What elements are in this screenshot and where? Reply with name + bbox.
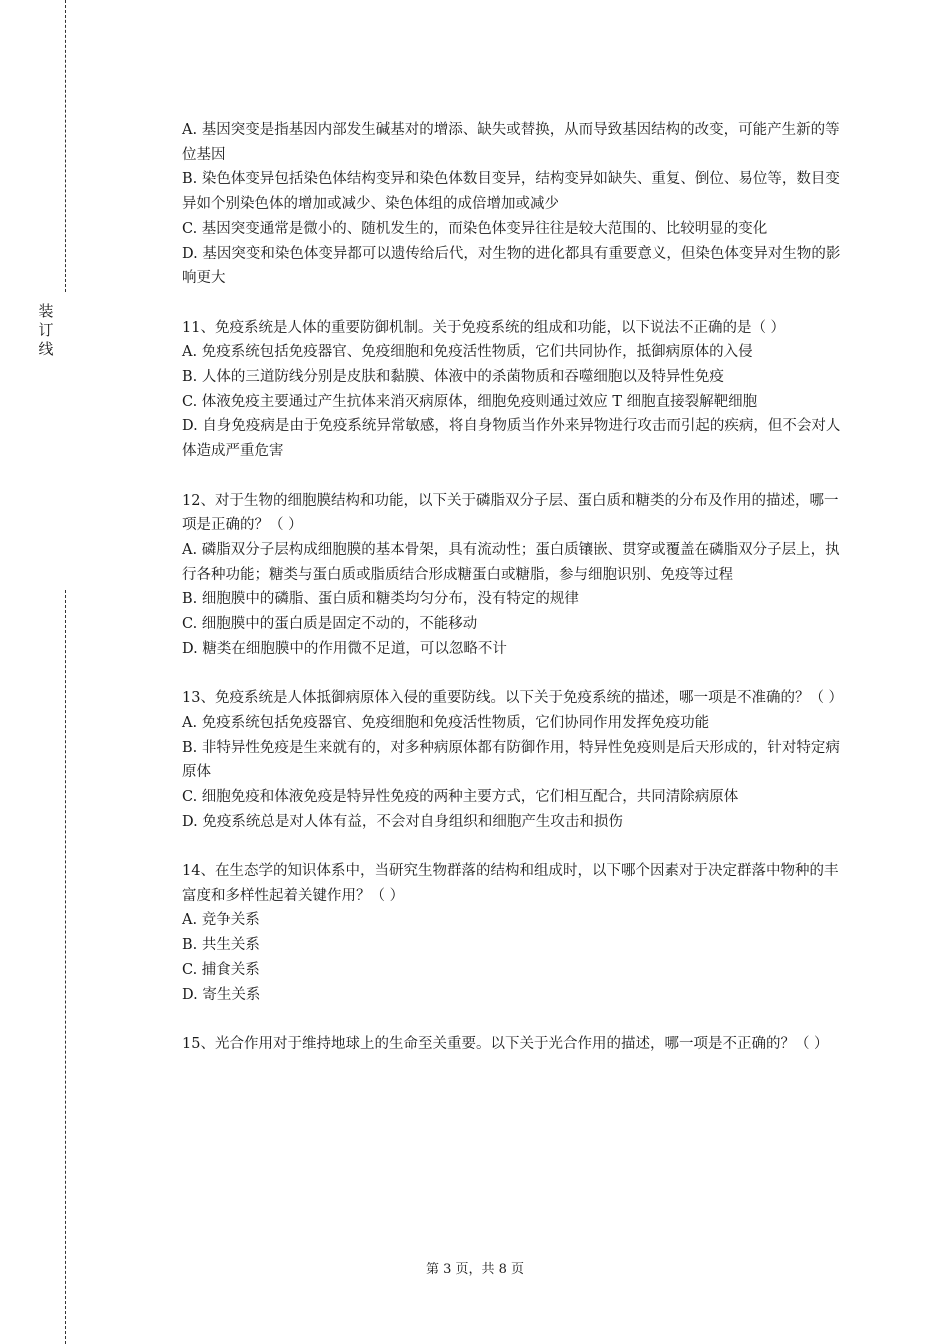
option-b: B. 共生关系 bbox=[182, 937, 260, 954]
option-b: B. 染色体变异包括染色体结构变异和染色体数目变异，结构变异如缺失、重复、倒位、易位等，数目变异如个别染色体的增加或减少、染色体组的成倍增加或减少 bbox=[182, 171, 840, 213]
option-c: C. 体液免疫主要通过产生抗体来消灭病原体，细胞免疫则通过效应 T 细胞直接裂解靶细胞 bbox=[182, 393, 758, 410]
question-12 bbox=[182, 489, 842, 662]
question-stem: 14、在生态学的知识体系中，当研究生物群落的结构和组成时，以下哪个因素对于决定群落中物种的丰富度和多样性起着关键作用？（ ） bbox=[182, 863, 839, 904]
question-11 bbox=[182, 316, 842, 464]
option-d: D. 寄生关系 bbox=[182, 986, 261, 1003]
option-a: A. 竞争关系 bbox=[182, 912, 260, 929]
question-stem: 12、对于生物的细胞膜结构和功能，以下关于磷脂双分子层、蛋白质和糖类的分布及作用的描述，哪一项是正确的？（ ） bbox=[182, 492, 839, 534]
binding-label-char: 线 bbox=[38, 340, 54, 358]
option-b: B. 人体的三道防线分别是皮肤和黏膜、体液中的杀菌物质和吞噬细胞以及特异性免疫 bbox=[182, 369, 724, 386]
option-a: A. 磷脂双分子层构成细胞膜的基本骨架，具有流动性；蛋白质镶嵌、贯穿或覆盖在磷脂双分子层上，执行各种功能；糖类与蛋白质或脂质结合形成糖蛋白或糖脂，参与细胞识别、免疫等过程 bbox=[182, 541, 840, 583]
option-d: D. 基因突变和染色体变异都可以遗传给后代，对生物的进化都具有重要意义，但染色体变异对生物的影响更大 bbox=[182, 245, 841, 287]
question-stem: 13、免疫系统是人体抵御病原体入侵的重要防线。以下关于免疫系统的描述，哪一项是不准确的？（ ） bbox=[182, 690, 844, 707]
question-14 bbox=[182, 859, 842, 1007]
option-a: A. 免疫系统包括免疫器官、免疫细胞和免疫活性物质，它们共同协作，抵御病原体的入侵 bbox=[182, 344, 753, 361]
option-d: D. 自身免疫病是由于免疫系统异常敏感，将自身物质当作外来异物进行攻击而引起的疾病，但不会对人体造成严重危害 bbox=[182, 418, 841, 460]
question-stem: 15、光合作用对于维持地球上的生命至关重要。以下关于光合作用的描述，哪一项是不正确的？（ ） bbox=[182, 1035, 829, 1052]
option-c: C. 细胞膜中的蛋白质是固定不动的，不能移动 bbox=[182, 616, 478, 633]
binding-label-char: 订 bbox=[38, 321, 54, 339]
binding-line-upper bbox=[65, 0, 66, 292]
question-stem: 11、免疫系统是人体的重要防御机制。关于免疫系统的组成和功能，以下说法不正确的是（ ） bbox=[182, 319, 786, 336]
option-a: A. 免疫系统包括免疫器官、免疫细胞和免疫活性物质，它们协同作用发挥免疫功能 bbox=[182, 714, 710, 731]
page-content bbox=[182, 118, 842, 1081]
option-d: D. 糖类在细胞膜中的作用微不足道，可以忽略不计 bbox=[182, 640, 507, 657]
question-15 bbox=[182, 1032, 842, 1057]
option-c: C. 细胞免疫和体液免疫是特异性免疫的两种主要方式，它们相互配合，共同清除病原体 bbox=[182, 788, 739, 805]
binding-line-lower bbox=[65, 590, 66, 1344]
binding-label bbox=[36, 302, 56, 359]
option-d: D. 免疫系统总是对人体有益，不会对自身组织和细胞产生攻击和损伤 bbox=[182, 813, 623, 830]
option-c: C. 基因突变通常是微小的、随机发生的，而染色体变异往往是较大范围的、比较明显的变化 bbox=[182, 220, 768, 237]
option-b: B. 非特异性免疫是生来就有的，对多种病原体都有防御作用，特异性免疫则是后天形成的，针对特定病原体 bbox=[182, 739, 840, 781]
option-b: B. 细胞膜中的磷脂、蛋白质和糖类均匀分布，没有特定的规律 bbox=[182, 591, 579, 608]
question-13 bbox=[182, 686, 842, 834]
option-c: C. 捕食关系 bbox=[182, 961, 260, 978]
question-10-continued bbox=[182, 118, 842, 291]
option-a: A. 基因突变是指基因内部发生碱基对的增添、缺失或替换，从而导致基因结构的改变，可能产生新的等位基因 bbox=[182, 122, 840, 163]
page-footer: 第 3 页，共 8 页 bbox=[425, 1262, 525, 1277]
binding-label-char: 装 bbox=[38, 302, 54, 320]
